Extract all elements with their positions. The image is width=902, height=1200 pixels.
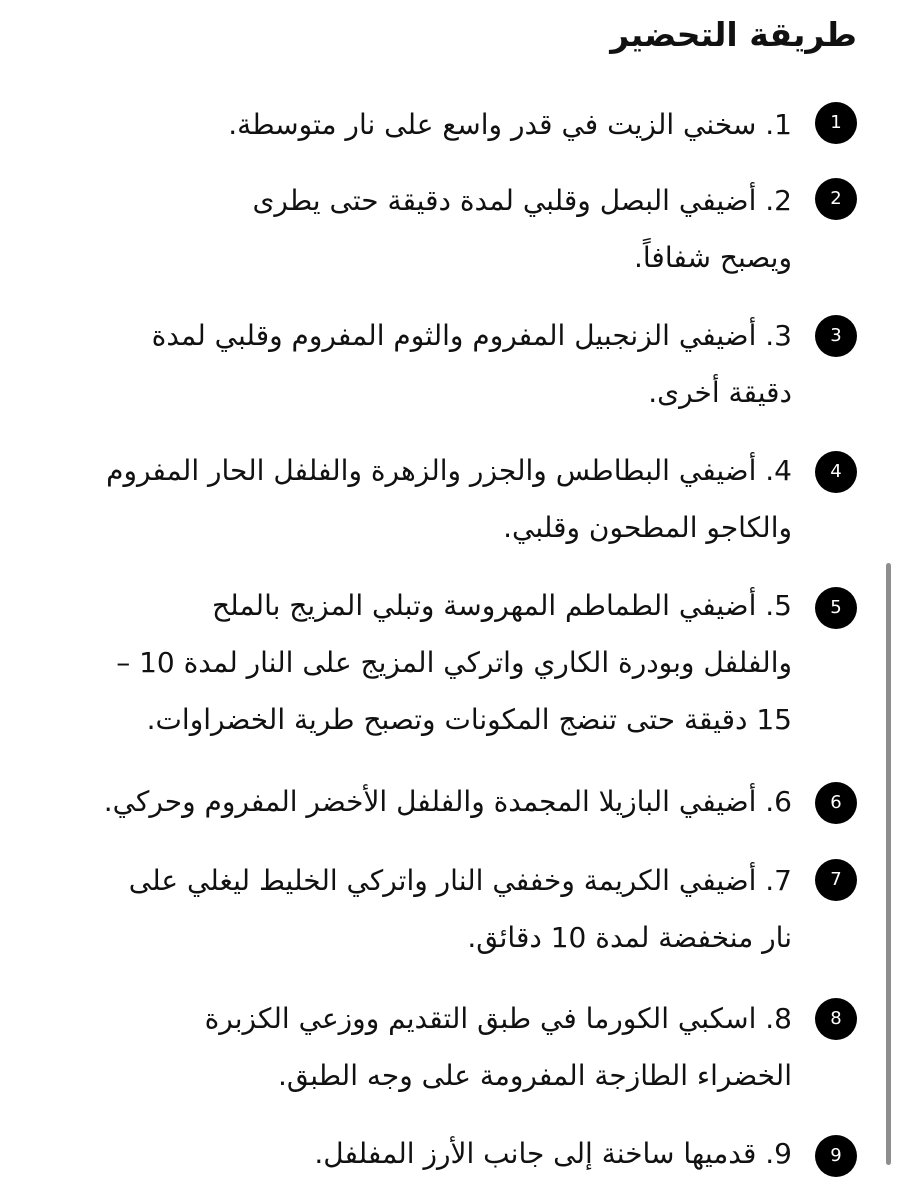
step-line: 15 دقيقة حتى تنضج المكونات وتصبح طرية الخضراوات. [146,703,792,736]
step-5 [0,577,902,777]
step-3 [0,307,902,447]
step-line: 4. أضيفي البطاطس والجزر والزهرة والفلفل الحار المفروم [106,454,792,487]
step-line: 5. أضيفي الطماطم المهروسة وتبلي المزيج بالملح [212,589,792,622]
step-line: 1. سخني الزيت في قدر واسع على نار متوسطة. [228,108,792,141]
step-line: والكاجو المطحون وقلبي. [503,511,792,544]
step-line: 8. اسكبي الكورما في طبق التقديم ووزعي الكزبرة [204,1002,792,1035]
step-text [42,1125,792,1182]
step-text [42,852,792,966]
step-text [42,307,792,421]
step-number-badge: 8 [815,998,857,1040]
vertical-scrollbar[interactable] [886,563,891,1165]
step-7 [0,852,902,992]
step-text [42,442,792,556]
step-number-badge: 4 [815,451,857,493]
step-number-badge: 5 [815,587,857,629]
step-line: 6. أضيفي البازيلا المجمدة والفلفل الأخضر المفروم وحركي. [103,785,792,818]
step-text [42,773,792,830]
step-number-badge: 3 [815,315,857,357]
step-line: 2. أضيفي البصل وقلبي لمدة دقيقة حتى يطرى [252,184,792,217]
step-4 [0,442,902,582]
step-number-badge: 6 [815,782,857,824]
step-number-badge: 1 [815,102,857,144]
step-number-badge: 2 [815,178,857,220]
step-line: دقيقة أخرى. [648,376,792,409]
step-line: ويصبح شفافاً. [634,241,792,274]
step-text [42,172,792,286]
step-line: نار منخفضة لمدة 10 دقائق. [467,921,792,954]
step-8 [0,990,902,1130]
step-9 [0,1125,902,1195]
step-number-badge: 9 [815,1135,857,1177]
step-text [42,96,792,153]
step-text [42,990,792,1104]
step-line: 9. قدميها ساخنة إلى جانب الأرز المفلفل. [314,1137,792,1170]
step-line: والفلفل وبودرة الكاري واتركي المزيج على النار لمدة 10 – [116,646,792,679]
step-2 [0,172,902,312]
step-text [42,577,792,748]
section-title: طريقة التحضير [610,15,857,54]
step-line: 3. أضيفي الزنجبيل المفروم والثوم المفروم وقلبي لمدة [151,319,792,352]
step-number-badge: 7 [815,859,857,901]
step-line: الخضراء الطازجة المفرومة على وجه الطبق. [278,1059,792,1092]
step-line: 7. أضيفي الكريمة وخففي النار واتركي الخليط ليغلي على [128,864,792,897]
